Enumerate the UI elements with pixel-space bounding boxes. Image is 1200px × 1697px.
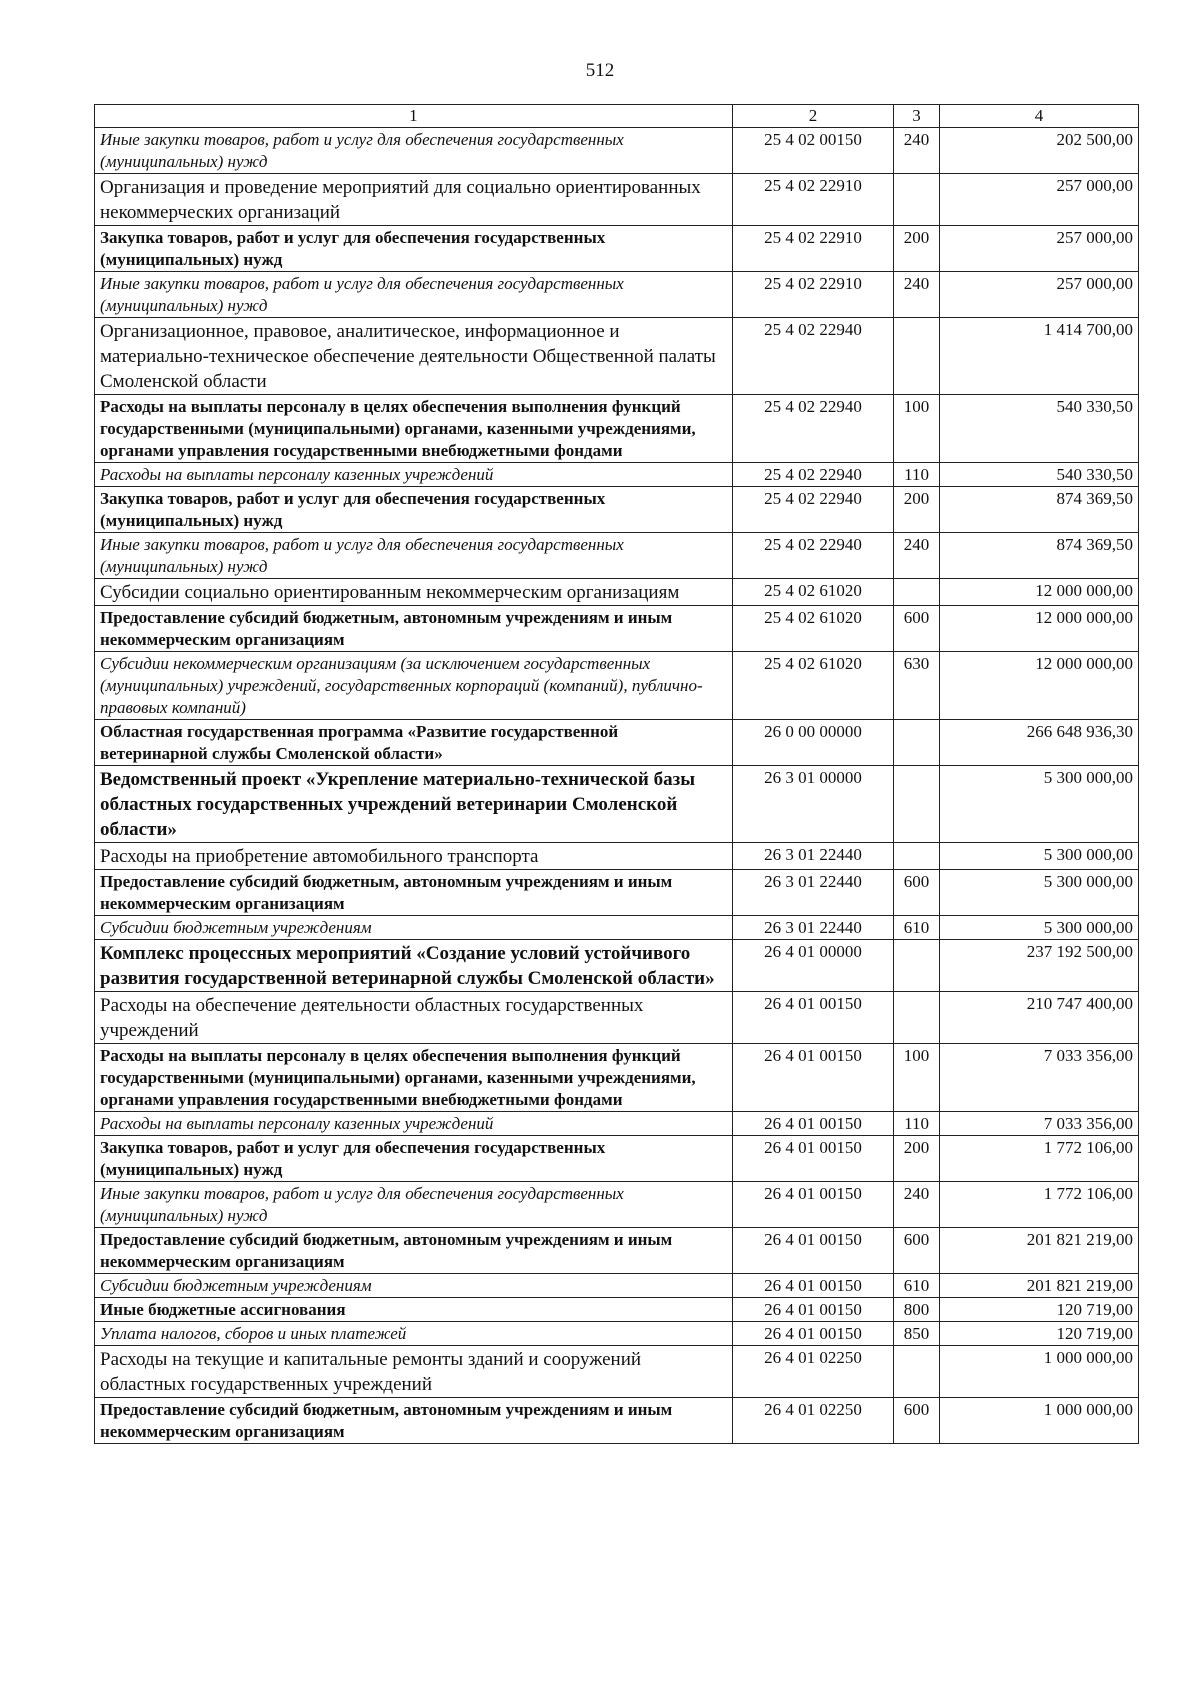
row-code-cell: 25 4 02 22940	[732, 463, 893, 487]
row-type-cell: 600	[894, 606, 940, 652]
row-code-cell: 26 4 01 00150	[732, 992, 893, 1044]
row-type-cell	[894, 579, 940, 606]
row-amount-cell: 1 000 000,00	[939, 1346, 1138, 1398]
row-type-cell: 100	[894, 1044, 940, 1112]
table-row	[95, 992, 1139, 1044]
row-type-cell: 800	[894, 1298, 940, 1322]
row-type-cell: 240	[894, 1182, 940, 1228]
row-type-cell	[894, 1346, 940, 1398]
table-row	[95, 606, 1139, 652]
row-code-cell: 25 4 02 22940	[732, 318, 893, 395]
table-header-row	[95, 105, 1139, 128]
row-type-cell: 200	[894, 487, 940, 533]
row-code-cell: 25 4 02 22940	[732, 395, 893, 463]
column-header-4: 4	[939, 105, 1138, 128]
row-name-cell: Субсидии социально ориентированным некоммерческим организациям	[95, 579, 733, 606]
table-row	[95, 1398, 1139, 1444]
row-code-cell: 25 4 02 00150	[732, 128, 893, 174]
row-code-cell: 26 3 01 22440	[732, 843, 893, 870]
column-header-3: 3	[894, 105, 940, 128]
row-code-cell: 26 4 01 02250	[732, 1346, 893, 1398]
row-code-cell: 25 4 02 22940	[732, 533, 893, 579]
row-name-cell: Субсидии некоммерческим организациям (за исключением государственных (муниципальных) учреждений, государственных корпораций (компаний), публично-правовых компаний)	[95, 652, 733, 720]
row-name-cell: Иные закупки товаров, работ и услуг для обеспечения государственных (муниципальных) нужд	[95, 128, 733, 174]
row-code-cell: 25 4 02 22910	[732, 174, 893, 226]
row-code-cell: 26 4 01 00150	[732, 1298, 893, 1322]
row-name-cell: Расходы на выплаты персоналу в целях обеспечения выполнения функций государственными (муниципальными) органами, казенными учреждениями, органами управления государственными внебюджетными фондами	[95, 395, 733, 463]
page-number: 512	[585, 60, 615, 81]
row-type-cell	[894, 318, 940, 395]
table-row	[95, 318, 1139, 395]
table-row	[95, 1136, 1139, 1182]
row-type-cell	[894, 174, 940, 226]
row-type-cell: 200	[894, 1136, 940, 1182]
row-code-cell: 26 3 01 22440	[732, 870, 893, 916]
row-code-cell: 25 4 02 22910	[732, 272, 893, 318]
table-row	[95, 1298, 1139, 1322]
row-name-cell: Субсидии бюджетным учреждениям	[95, 916, 733, 940]
row-amount-cell: 5 300 000,00	[939, 843, 1138, 870]
row-code-cell: 25 4 02 22940	[732, 487, 893, 533]
row-amount-cell: 540 330,50	[939, 395, 1138, 463]
row-amount-cell: 237 192 500,00	[939, 940, 1138, 992]
row-code-cell: 26 4 01 00150	[732, 1322, 893, 1346]
row-name-cell: Закупка товаров, работ и услуг для обеспечения государственных (муниципальных) нужд	[95, 226, 733, 272]
row-name-cell: Предоставление субсидий бюджетным, автономным учреждениям и иным некоммерческим организациям	[95, 1228, 733, 1274]
row-type-cell: 630	[894, 652, 940, 720]
row-amount-cell: 210 747 400,00	[939, 992, 1138, 1044]
row-type-cell	[894, 940, 940, 992]
row-amount-cell: 1 414 700,00	[939, 318, 1138, 395]
row-name-cell: Расходы на обеспечение деятельности областных государственных учреждений	[95, 992, 733, 1044]
row-amount-cell: 7 033 356,00	[939, 1044, 1138, 1112]
row-name-cell: Иные закупки товаров, работ и услуг для обеспечения государственных (муниципальных) нужд	[95, 533, 733, 579]
table-row	[95, 395, 1139, 463]
table-row	[95, 1112, 1139, 1136]
row-name-cell: Закупка товаров, работ и услуг для обеспечения государственных (муниципальных) нужд	[95, 487, 733, 533]
row-amount-cell: 120 719,00	[939, 1298, 1138, 1322]
row-name-cell: Иные закупки товаров, работ и услуг для обеспечения государственных (муниципальных) нужд	[95, 272, 733, 318]
row-code-cell: 26 3 01 00000	[732, 766, 893, 843]
row-type-cell	[894, 766, 940, 843]
row-type-cell: 610	[894, 1274, 940, 1298]
row-amount-cell: 257 000,00	[939, 226, 1138, 272]
table-row	[95, 1182, 1139, 1228]
row-name-cell: Расходы на выплаты персоналу в целях обеспечения выполнения функций государственными (муниципальными) органами, казенными учреждениями, органами управления государственными внебюджетными фондами	[95, 1044, 733, 1112]
row-amount-cell: 12 000 000,00	[939, 606, 1138, 652]
row-amount-cell: 1 772 106,00	[939, 1182, 1138, 1228]
row-type-cell: 600	[894, 1398, 940, 1444]
table-row	[95, 272, 1139, 318]
row-amount-cell: 7 033 356,00	[939, 1112, 1138, 1136]
row-name-cell: Организационное, правовое, аналитическое, информационное и материально-техническое обеспечение деятельности Общественной палаты Смоленской области	[95, 318, 733, 395]
table-row	[95, 1346, 1139, 1398]
row-amount-cell: 12 000 000,00	[939, 579, 1138, 606]
row-type-cell: 110	[894, 463, 940, 487]
row-name-cell: Уплата налогов, сборов и иных платежей	[95, 1322, 733, 1346]
row-name-cell: Расходы на выплаты персоналу казенных учреждений	[95, 463, 733, 487]
table-row	[95, 533, 1139, 579]
row-type-cell: 110	[894, 1112, 940, 1136]
row-amount-cell: 12 000 000,00	[939, 652, 1138, 720]
table-row	[95, 226, 1139, 272]
row-name-cell: Предоставление субсидий бюджетным, автономным учреждениям и иным некоммерческим организациям	[95, 606, 733, 652]
row-name-cell: Ведомственный проект «Укрепление материально-технической базы областных государственных учреждений ветеринарии Смоленской области»	[95, 766, 733, 843]
table-row	[95, 579, 1139, 606]
row-type-cell: 240	[894, 272, 940, 318]
row-type-cell: 100	[894, 395, 940, 463]
row-amount-cell: 257 000,00	[939, 174, 1138, 226]
row-code-cell: 26 4 01 00150	[732, 1136, 893, 1182]
row-type-cell: 600	[894, 1228, 940, 1274]
table-row	[95, 1228, 1139, 1274]
row-amount-cell: 257 000,00	[939, 272, 1138, 318]
row-name-cell: Областная государственная программа «Развитие государственной ветеринарной службы Смоленской области»	[95, 720, 733, 766]
row-code-cell: 26 0 00 00000	[732, 720, 893, 766]
row-type-cell: 240	[894, 128, 940, 174]
column-header-2: 2	[732, 105, 893, 128]
row-code-cell: 26 4 01 00150	[732, 1044, 893, 1112]
row-name-cell: Иные бюджетные ассигнования	[95, 1298, 733, 1322]
row-code-cell: 26 4 01 02250	[732, 1398, 893, 1444]
row-code-cell: 26 4 01 00150	[732, 1228, 893, 1274]
budget-table	[94, 104, 1139, 1444]
row-code-cell: 26 4 01 00150	[732, 1182, 893, 1228]
row-name-cell: Расходы на выплаты персоналу казенных учреждений	[95, 1112, 733, 1136]
row-type-cell: 610	[894, 916, 940, 940]
row-code-cell: 25 4 02 61020	[732, 606, 893, 652]
row-code-cell: 25 4 02 61020	[732, 579, 893, 606]
table-row	[95, 766, 1139, 843]
row-name-cell: Расходы на приобретение автомобильного транспорта	[95, 843, 733, 870]
table-row	[95, 1044, 1139, 1112]
row-code-cell: 25 4 02 22910	[732, 226, 893, 272]
row-amount-cell: 540 330,50	[939, 463, 1138, 487]
row-name-cell: Предоставление субсидий бюджетным, автономным учреждениям и иным некоммерческим организациям	[95, 870, 733, 916]
row-code-cell: 25 4 02 61020	[732, 652, 893, 720]
row-amount-cell: 874 369,50	[939, 487, 1138, 533]
table-row	[95, 720, 1139, 766]
row-code-cell: 26 4 01 00150	[732, 1274, 893, 1298]
row-type-cell	[894, 992, 940, 1044]
row-type-cell	[894, 843, 940, 870]
row-name-cell: Субсидии бюджетным учреждениям	[95, 1274, 733, 1298]
column-header-1: 1	[95, 105, 733, 128]
row-code-cell: 26 4 01 00150	[732, 1112, 893, 1136]
row-type-cell	[894, 720, 940, 766]
row-amount-cell: 5 300 000,00	[939, 766, 1138, 843]
row-amount-cell: 1 772 106,00	[939, 1136, 1138, 1182]
row-code-cell: 26 3 01 22440	[732, 916, 893, 940]
table-row	[95, 1322, 1139, 1346]
row-code-cell: 26 4 01 00000	[732, 940, 893, 992]
row-type-cell: 850	[894, 1322, 940, 1346]
table-row	[95, 1274, 1139, 1298]
row-name-cell: Расходы на текущие и капитальные ремонты зданий и сооружений областных государственных учреждений	[95, 1346, 733, 1398]
row-name-cell: Предоставление субсидий бюджетным, автономным учреждениям и иным некоммерческим организациям	[95, 1398, 733, 1444]
table-body	[95, 128, 1139, 1444]
row-amount-cell: 1 000 000,00	[939, 1398, 1138, 1444]
row-amount-cell: 266 648 936,30	[939, 720, 1138, 766]
table-row	[95, 174, 1139, 226]
row-amount-cell: 201 821 219,00	[939, 1228, 1138, 1274]
table-row	[95, 870, 1139, 916]
row-name-cell: Комплекс процессных мероприятий «Создание условий устойчивого развития государственной ветеринарной службы Смоленской области»	[95, 940, 733, 992]
row-type-cell: 240	[894, 533, 940, 579]
table-row	[95, 487, 1139, 533]
row-name-cell: Организация и проведение мероприятий для социально ориентированных некоммерческих организаций	[95, 174, 733, 226]
row-amount-cell: 5 300 000,00	[939, 916, 1138, 940]
row-amount-cell: 120 719,00	[939, 1322, 1138, 1346]
row-amount-cell: 874 369,50	[939, 533, 1138, 579]
table-row	[95, 128, 1139, 174]
table-row	[95, 652, 1139, 720]
row-type-cell: 200	[894, 226, 940, 272]
table-row	[95, 843, 1139, 870]
row-amount-cell: 202 500,00	[939, 128, 1138, 174]
row-type-cell: 600	[894, 870, 940, 916]
row-amount-cell: 5 300 000,00	[939, 870, 1138, 916]
row-name-cell: Закупка товаров, работ и услуг для обеспечения государственных (муниципальных) нужд	[95, 1136, 733, 1182]
row-name-cell: Иные закупки товаров, работ и услуг для обеспечения государственных (муниципальных) нужд	[95, 1182, 733, 1228]
table-row	[95, 463, 1139, 487]
table-row	[95, 940, 1139, 992]
row-amount-cell: 201 821 219,00	[939, 1274, 1138, 1298]
table-row	[95, 916, 1139, 940]
